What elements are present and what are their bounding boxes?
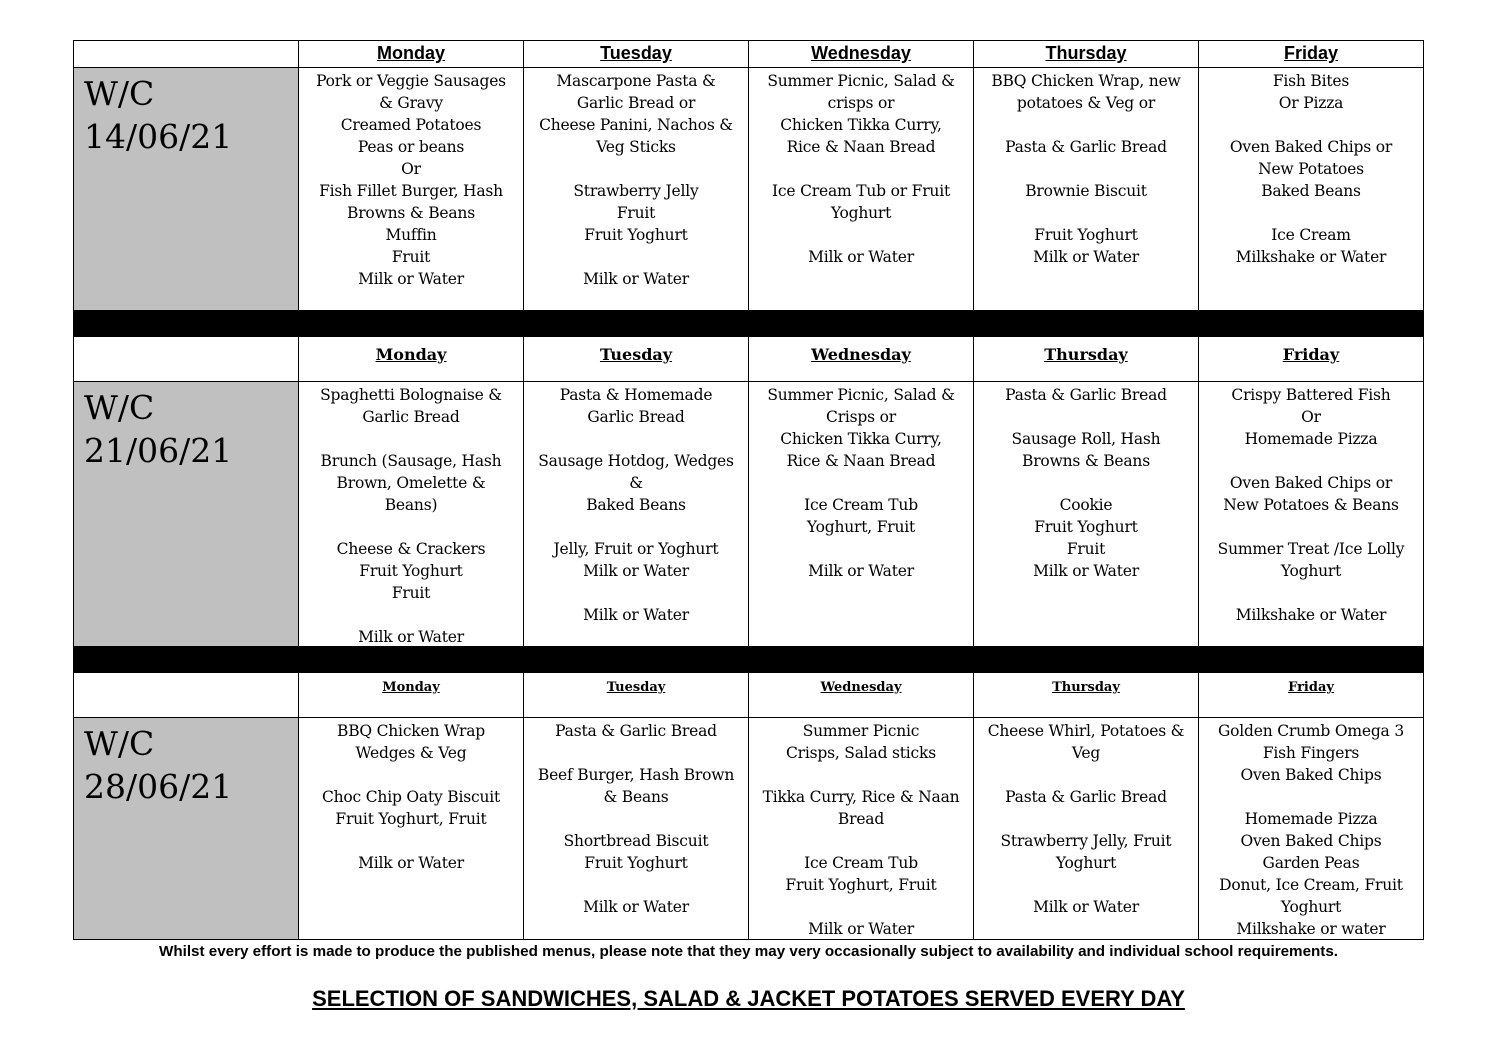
week-divider	[74, 311, 1424, 337]
menu-table	[73, 40, 1424, 940]
week-divider	[74, 647, 1424, 673]
day-header-tuesday: Tuesday	[524, 41, 749, 68]
day-header-wednesday: Wednesday	[749, 337, 974, 382]
menu-cell-monday: Spaghetti Bolognaise & Garlic Bread Brunch (Sausage, Hash Brown, Omelette & Beans) Cheese & Crackers Fruit Yoghurt Fruit Milk or Water	[299, 382, 524, 647]
daily-selection-banner: SELECTION OF SANDWICHES, SALAD & JACKET POTATOES SERVED EVERY DAY	[312, 986, 1185, 1011]
header-blank-cell	[74, 41, 299, 68]
menu-cell-wednesday: Summer Picnic, Salad & crisps or Chicken Tikka Curry, Rice & Naan Bread Ice Cream Tub or Fruit Yoghurt Milk or Water	[749, 68, 974, 311]
day-header-friday: Friday	[1199, 41, 1424, 68]
header-blank-cell	[74, 673, 299, 718]
menu-cell-friday: Crispy Battered Fish Or Homemade Pizza Oven Baked Chips or New Potatoes & Beans Summer Treat /Ice Lolly Yoghurt Milkshake or Water	[1199, 382, 1424, 647]
menu-cell-monday: Pork or Veggie Sausages & Gravy Creamed Potatoes Peas or beans Or Fish Fillet Burger, Hash Browns & Beans Muffin Fruit Milk or Water	[299, 68, 524, 311]
menu-cell-tuesday: Mascarpone Pasta & Garlic Bread or Cheese Panini, Nachos & Veg Sticks Strawberry Jelly Fruit Fruit Yoghurt Milk or Water	[524, 68, 749, 311]
menu-cell-wednesday: Summer Picnic, Salad & Crisps or Chicken Tikka Curry, Rice & Naan Bread Ice Cream Tub Yoghurt, Fruit Milk or Water	[749, 382, 974, 647]
day-header-thursday: Thursday	[974, 337, 1199, 382]
day-header-tuesday: Tuesday	[524, 673, 749, 718]
menu-cell-friday: Golden Crumb Omega 3 Fish Fingers Oven Baked Chips Homemade Pizza Oven Baked Chips Garden Peas Donut, Ice Cream, Fruit Yoghurt Milkshake or water	[1199, 718, 1424, 940]
menu-cell-friday: Fish Bites Or Pizza Oven Baked Chips or New Potatoes Baked Beans Ice Cream Milkshake or Water	[1199, 68, 1424, 311]
day-header-friday: Friday	[1199, 673, 1424, 718]
disclaimer-text: Whilst every effort is made to produce the published menus, please note that they may very occasionally subject to availability and individual school requirements.	[158, 943, 1339, 960]
day-header-monday: Monday	[299, 673, 524, 718]
menu-cell-tuesday: Pasta & Homemade Garlic Bread Sausage Hotdog, Wedges & Baked Beans Jelly, Fruit or Yoghurt Milk or Water Milk or Water	[524, 382, 749, 647]
week-label: W/C 28/06/21	[74, 718, 299, 940]
day-header-wednesday: Wednesday	[749, 673, 974, 718]
menu-cell-thursday: Cheese Whirl, Potatoes & Veg Pasta & Garlic Bread Strawberry Jelly, Fruit Yoghurt Milk or Water	[974, 718, 1199, 940]
day-header-friday: Friday	[1199, 337, 1424, 382]
menu-cell-thursday: BBQ Chicken Wrap, new potatoes & Veg or Pasta & Garlic Bread Brownie Biscuit Fruit Yoghurt Milk or Water	[974, 68, 1199, 311]
header-blank-cell	[74, 337, 299, 382]
day-header-monday: Monday	[299, 337, 524, 382]
week-label: W/C 14/06/21	[74, 68, 299, 311]
day-header-thursday: Thursday	[974, 673, 1199, 718]
week-label: W/C 21/06/21	[74, 382, 299, 647]
day-header-tuesday: Tuesday	[524, 337, 749, 382]
day-header-monday: Monday	[299, 41, 524, 68]
day-header-thursday: Thursday	[974, 41, 1199, 68]
menu-cell-monday: BBQ Chicken Wrap Wedges & Veg Choc Chip Oaty Biscuit Fruit Yoghurt, Fruit Milk or Water	[299, 718, 524, 940]
menu-cell-tuesday: Pasta & Garlic Bread Beef Burger, Hash Brown & Beans Shortbread Biscuit Fruit Yoghurt Milk or Water	[524, 718, 749, 940]
day-header-wednesday: Wednesday	[749, 41, 974, 68]
menu-cell-wednesday: Summer Picnic Crisps, Salad sticks Tikka Curry, Rice & Naan Bread Ice Cream Tub Fruit Yoghurt, Fruit Milk or Water	[749, 718, 974, 940]
menu-cell-thursday: Pasta & Garlic Bread Sausage Roll, Hash Browns & Beans Cookie Fruit Yoghurt Fruit Milk or Water	[974, 382, 1199, 647]
